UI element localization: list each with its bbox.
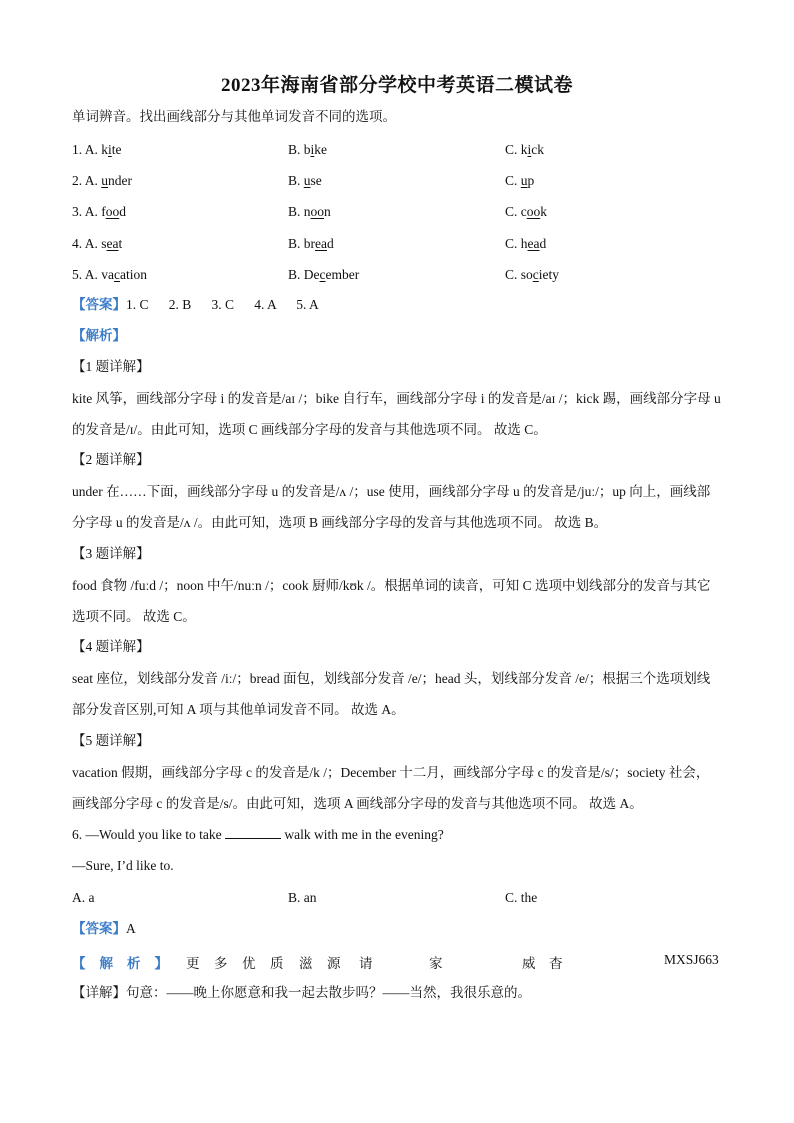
detail-heading: 【2 题详解】 — [72, 452, 150, 467]
question-option-c: C. up — [505, 173, 535, 188]
answer-line-1-5 — [72, 296, 319, 314]
analysis-tag-spread: 【解析】 — [72, 956, 182, 971]
question-option-c: C. head — [505, 236, 547, 251]
promo-char: 家 — [429, 956, 443, 971]
underlined-letters: u — [303, 173, 311, 188]
underlined-letters: ea — [106, 236, 119, 251]
promo-char: 滋 — [299, 956, 313, 971]
detail-paragraph: under 在……下面，画线部分字母 u 的发音是/ʌ /；use 使用，画线部分字母 u 的发音是/juː/；up 向上，画线部分字母 u 的发音是/ʌ /。由此可知，选项 B 画线部分字母的发音与其他选项不同。 故选 B。 — [72, 484, 711, 530]
q6-option-a: A. a — [72, 890, 95, 905]
detail-paragraph: food 食物 /fuːd /；noon 中午/nuːn /；cook 厨师/kʊk /。根据单词的读音，可知 C 选项中划线部分的发音与其它选项不同。 故选 C。 — [72, 578, 711, 624]
question-option-c: C. society — [505, 267, 560, 282]
question-option-c: C. kick — [505, 142, 545, 157]
question-option-b: B. December — [288, 267, 360, 282]
question-option-b: B. bread — [288, 236, 334, 251]
question-option-b: B. noon — [288, 204, 331, 219]
question-option-b: B. bike — [288, 142, 328, 157]
promo-char: 威 — [522, 956, 536, 971]
q6-answer-line: 【答案】A — [72, 921, 136, 936]
q6-response: —Sure, I’d like to. — [72, 858, 174, 873]
question-option-a: 5. A. vacation — [72, 267, 148, 282]
analysis-tag: 【解析】 — [72, 328, 126, 343]
question-option-a: 4. A. seat — [72, 236, 123, 251]
q6-detail-line — [72, 984, 531, 1002]
promo-char: 杳 — [549, 956, 563, 971]
promo-char: 源 — [327, 956, 341, 971]
underlined-letters: u — [520, 173, 528, 188]
question-option-c: C. cook — [505, 204, 548, 219]
underlined-letters: u — [101, 173, 109, 188]
question-option-a: 1. A. kite — [72, 142, 122, 157]
promo-char: 优 — [242, 956, 256, 971]
question-option-a: 2. A. under — [72, 173, 133, 188]
promo-char: 更 — [186, 956, 200, 971]
detail-heading: 【1 题详解】 — [72, 359, 150, 374]
promo-code: MXSJ663 — [664, 952, 719, 967]
q6-answer: A — [126, 921, 136, 936]
detail-paragraph: seat 座位，划线部分发音 /iː/；bread 面包，划线部分发音 /e/；head 头，划线部分发音 /e/；根据三个选项划线部分发音区别,可知 A 项与其他单词发音不同。 故选 A。 — [72, 671, 711, 717]
underlined-letters: i — [310, 142, 315, 157]
underlined-letters: ea — [315, 236, 327, 251]
answer-values: 1. C 2. B 3. C 4. A 5. A — [126, 297, 319, 312]
page-title: 2023年海南省部分学校中考英语二模试卷 — [220, 75, 573, 96]
detail-heading: 【4 题详解】 — [72, 639, 150, 654]
promo-char: 质 — [270, 956, 284, 971]
question-option-a: 3. A. food — [72, 204, 127, 219]
q6-blank — [225, 826, 281, 839]
q6-option-c: C. the — [505, 890, 538, 905]
q6-option-b: B. an — [288, 890, 317, 905]
detail-heading: 【3 题详解】 — [72, 546, 150, 561]
q6-prompt: 6. —Would you like to take walk with me in the evening? — [72, 827, 444, 842]
underlined-letters: oo — [310, 204, 325, 219]
answer-tag: 【答案】 — [72, 297, 126, 312]
q6-detail-head: 【详解】 — [72, 985, 126, 1000]
underlined-letters: c — [114, 267, 121, 282]
detail-heading: 【5 题详解】 — [72, 733, 150, 748]
underlined-letters: c — [532, 267, 539, 282]
detail-paragraph: vacation 假期，画线部分字母 c 的发音是/k /；December 十二月，画线部分字母 c 的发音是/s/；society 社会，画线部分字母 c 的发音是/s/。由此可知，选项 A 画线部分字母的发音与其他选项不同。 故选 A。 — [72, 765, 710, 811]
underlined-letters: oo — [105, 204, 120, 219]
q6-detail-text: 句意：——晚上你愿意和我一起去散步吗？——当然，我很乐意的。 — [126, 985, 531, 1000]
promo-char: 请 — [359, 956, 373, 971]
question-option-b: B. use — [288, 173, 322, 188]
promo-char: 多 — [214, 956, 228, 971]
instruction-text: 单词辨音。找出画线部分与其他单词发音不同的选项。 — [72, 109, 396, 124]
underlined-letters: i — [527, 142, 532, 157]
underlined-letters: ea — [527, 236, 540, 251]
detail-paragraph: kite 风筝，画线部分字母 i 的发音是/aɪ /；bike 自行车，画线部分字母 i 的发音是/aɪ /；kick 踢，画线部分字母 u 的发音是/ɪ/。由此可知，选项 C 画线部分字母的发音与其他选项不同。 故选 C。 — [72, 391, 721, 437]
underlined-letters: oo — [526, 204, 541, 219]
underlined-letters: i — [108, 142, 112, 157]
underlined-letters: c — [319, 267, 326, 282]
